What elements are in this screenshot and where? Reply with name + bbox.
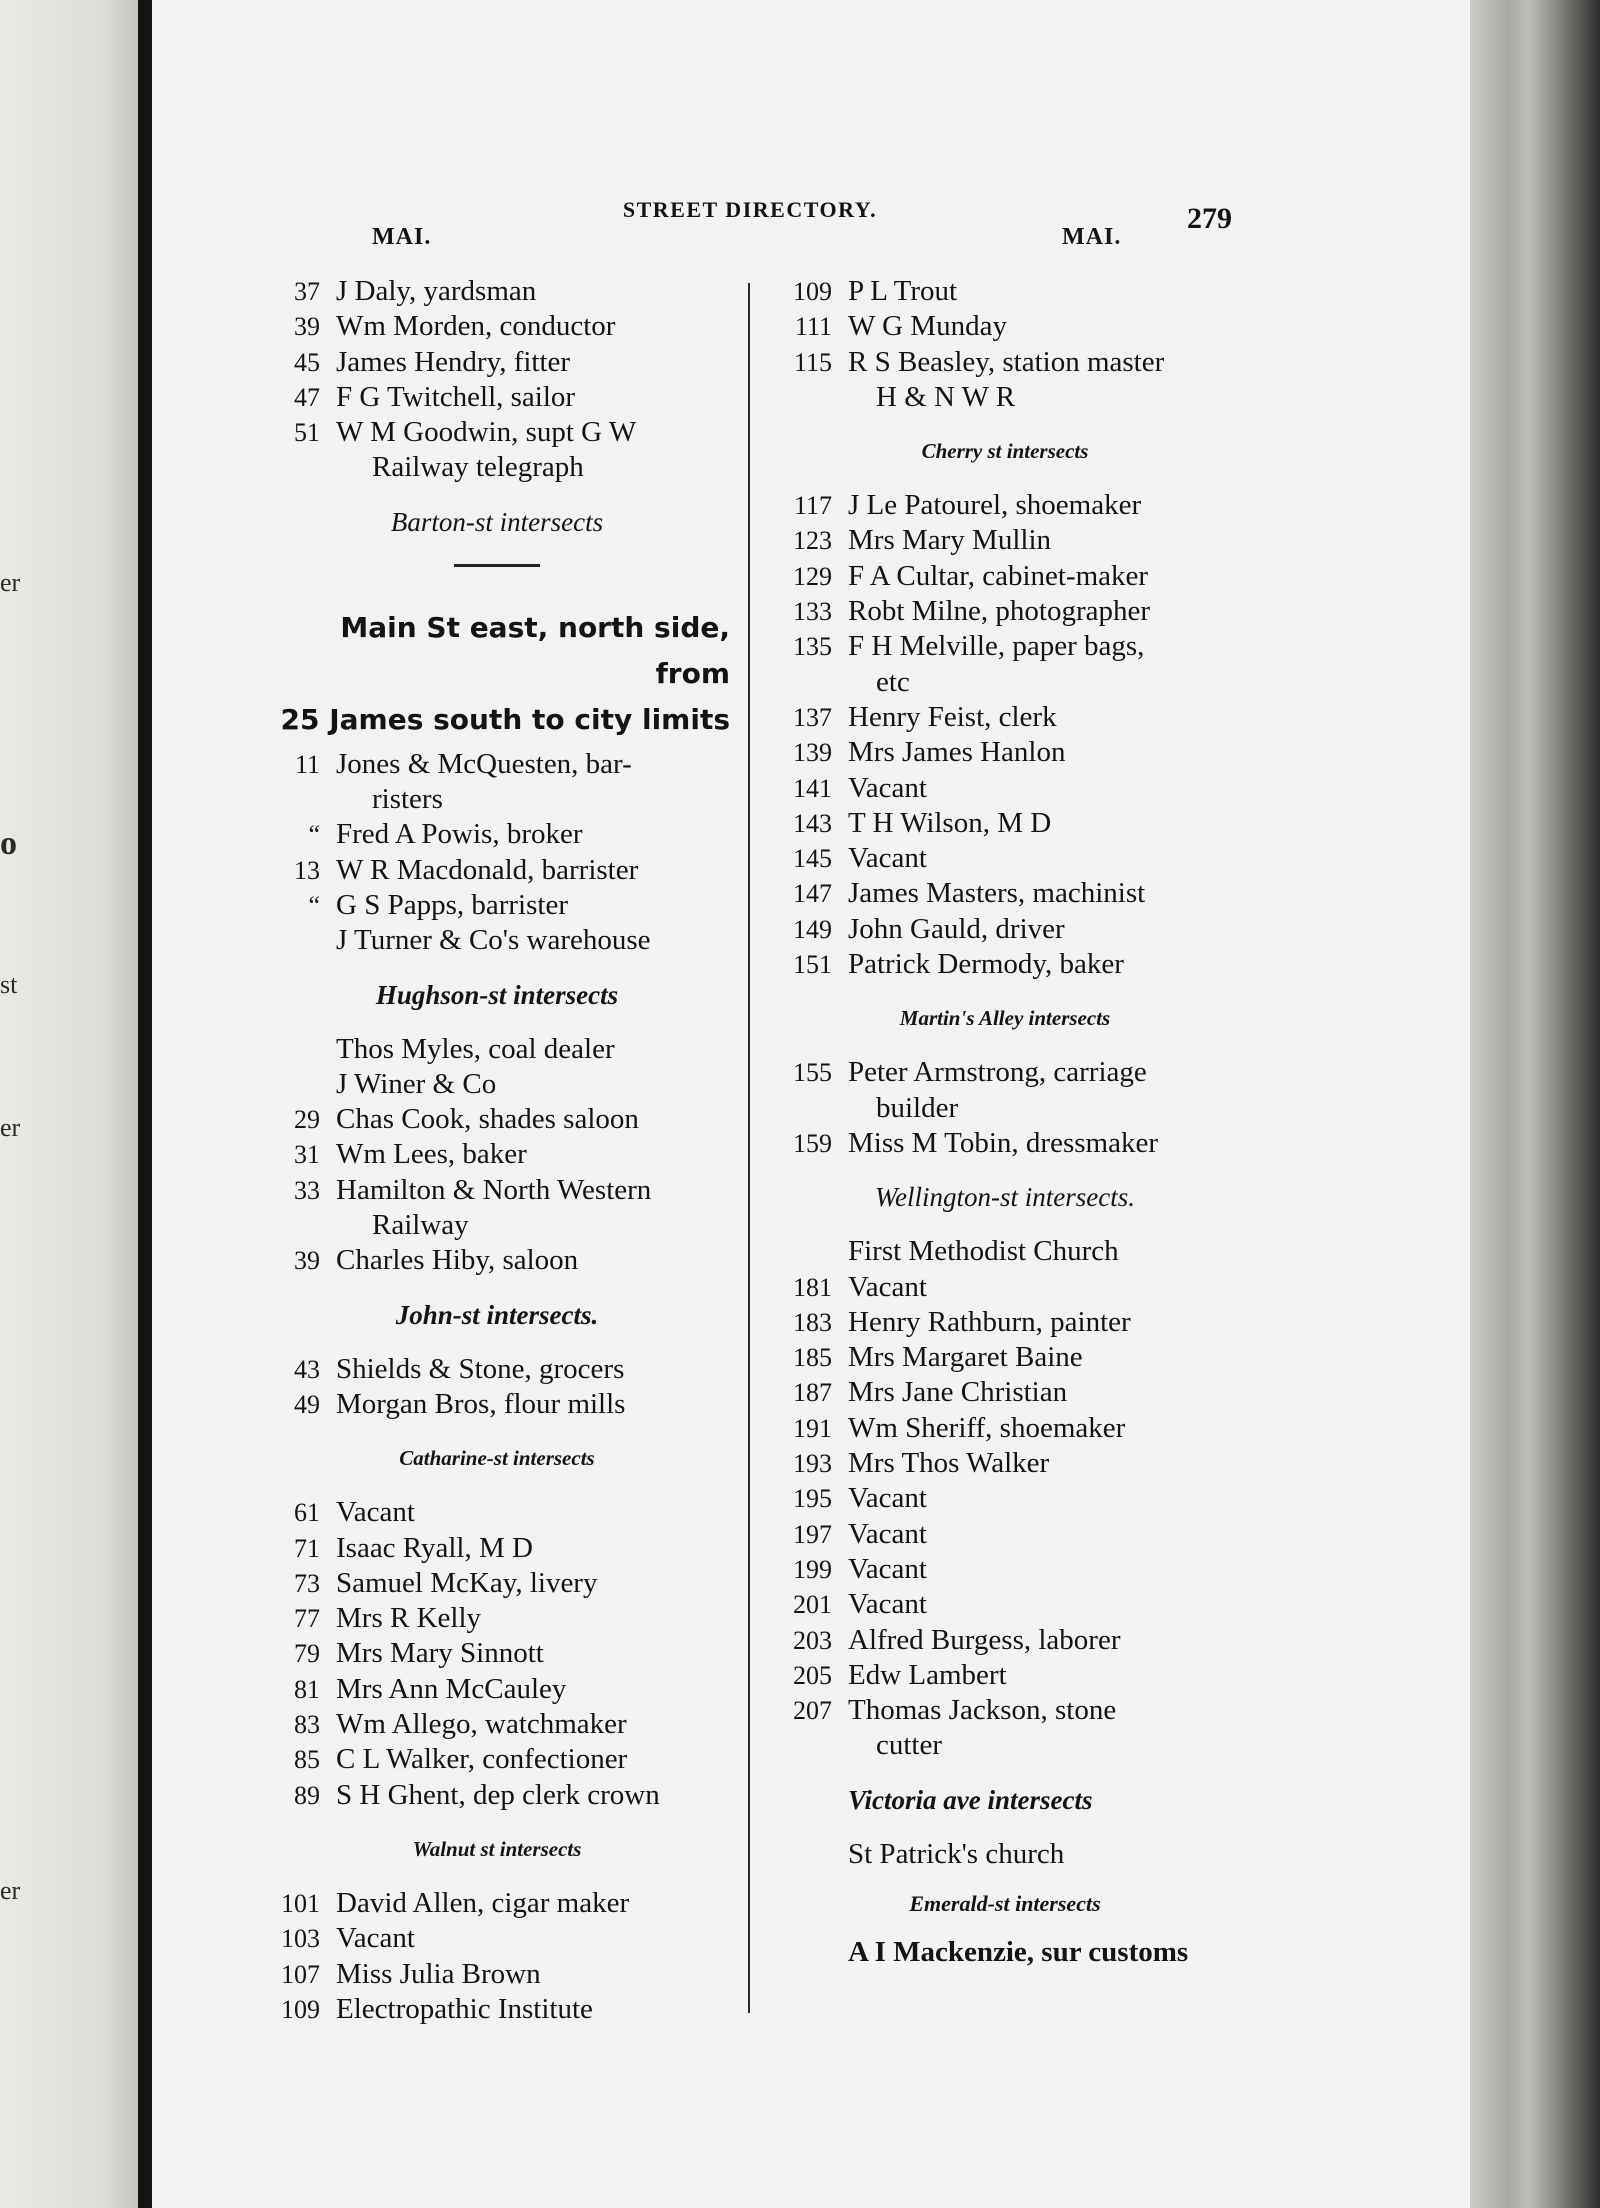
- house-number: 47: [294, 382, 320, 412]
- house-number: 115: [793, 347, 832, 377]
- book-binding: [138, 0, 152, 2208]
- house-number: 205: [793, 1660, 832, 1690]
- house-number: “: [308, 820, 320, 850]
- house-number: 45: [294, 347, 320, 377]
- entry-text: James Masters, machinist: [848, 877, 1146, 910]
- house-number: 37: [294, 277, 320, 306]
- directory-entry: [258, 1992, 736, 2027]
- house-number: 137: [793, 702, 832, 732]
- house-number: 151: [793, 950, 832, 980]
- directory-entry: [770, 771, 1240, 806]
- directory-entry: [258, 309, 736, 344]
- entry-text: Isaac Ryall, M D: [336, 1531, 533, 1564]
- house-number: 49: [294, 1389, 320, 1419]
- intersection-note: Victoria ave intersects: [848, 1784, 1093, 1815]
- directory-entry: [258, 1067, 736, 1102]
- directory-entry: [770, 345, 1240, 380]
- house-number: 39: [294, 312, 320, 342]
- entry-text: Henry Feist, clerk: [848, 700, 1057, 733]
- entry-text: Shields & Stone, grocers: [336, 1352, 625, 1385]
- listing-group: [770, 274, 1240, 415]
- directory-entry: [770, 1481, 1240, 1516]
- directory-entry: [770, 1340, 1240, 1375]
- house-number: 185: [793, 1343, 832, 1373]
- house-number: 149: [793, 914, 832, 944]
- directory-entry: [258, 1495, 736, 1530]
- intersection-note: John-st intersects.: [395, 1299, 599, 1330]
- entry-text: Mrs R Kelly: [336, 1602, 481, 1635]
- directory-entry: [770, 1446, 1240, 1481]
- house-number: 79: [294, 1639, 320, 1669]
- directory-entry: [770, 1587, 1240, 1622]
- listing-group: [770, 488, 1240, 982]
- entry-continuation: cutter: [876, 1729, 943, 1762]
- house-number: 143: [793, 808, 832, 838]
- entry-text: J Turner & Co's warehouse: [336, 924, 651, 957]
- entry-text: Mrs Mary Mullin: [848, 524, 1051, 557]
- header-right-abbrev: MAI.: [1062, 224, 1122, 250]
- directory-entry: [258, 1742, 736, 1777]
- house-number: 109: [793, 277, 832, 306]
- entry-text: Peter Armstrong, carriage: [848, 1056, 1147, 1089]
- entry-text: Alfred Burgess, laborer: [848, 1623, 1121, 1656]
- directory-entry: [770, 1375, 1240, 1410]
- house-number: 39: [294, 1246, 320, 1276]
- house-number: 77: [294, 1604, 320, 1634]
- entry-text: Wm Allego, watchmaker: [336, 1708, 627, 1741]
- house-number: 111: [794, 312, 832, 342]
- entry-text: S H Ghent, dep clerk crown: [336, 1778, 660, 1811]
- house-number: 31: [294, 1140, 320, 1170]
- house-number: 33: [294, 1175, 320, 1205]
- directory-entry: [770, 700, 1240, 735]
- entry-text: Morgan Bros, flour mills: [336, 1387, 626, 1420]
- directory-entry: [258, 274, 736, 309]
- house-number: 181: [793, 1272, 832, 1302]
- entry-text: David Allen, cigar maker: [336, 1886, 630, 1919]
- right-column: [770, 274, 1240, 1970]
- directory-entry: [258, 1566, 736, 1601]
- directory-entry: [258, 1173, 736, 1208]
- directory-entry: [770, 1055, 1240, 1090]
- house-number: 199: [793, 1554, 832, 1584]
- house-number: 85: [294, 1745, 320, 1775]
- directory-entry: [258, 1707, 736, 1742]
- directory-entry: [258, 817, 736, 852]
- directory-entry: [770, 594, 1240, 629]
- house-number: 123: [793, 526, 832, 556]
- house-number: 183: [793, 1307, 832, 1337]
- intersection-note: Hughson-st intersects: [375, 979, 619, 1010]
- intersection-note: Wellington-st intersects.: [875, 1182, 1135, 1213]
- entry-text: J Winer & Co: [336, 1067, 497, 1100]
- entry-text: Fred A Powis, broker: [336, 818, 583, 851]
- directory-entry: [258, 923, 736, 958]
- directory-entry: [258, 747, 736, 782]
- entry-text: Mrs Margaret Baine: [848, 1341, 1083, 1374]
- house-number: 29: [294, 1105, 320, 1135]
- entry-text: J Le Patourel, shoemaker: [848, 489, 1142, 522]
- house-number: 203: [793, 1625, 832, 1655]
- page-fragment-text: st: [0, 970, 18, 999]
- directory-entry: [770, 876, 1240, 911]
- house-number: 61: [294, 1498, 320, 1528]
- directory-entry: [770, 629, 1240, 664]
- entry-text: R S Beasley, station master: [848, 345, 1165, 378]
- entry-text: W R Macdonald, barrister: [336, 853, 639, 886]
- entry-text: C L Walker, confectioner: [336, 1743, 628, 1776]
- directory-entry: [258, 380, 736, 415]
- intersection-note: Catharine-st intersects: [399, 1446, 595, 1471]
- listing-group: [258, 747, 736, 959]
- directory-entry: [258, 1957, 736, 1992]
- directory-entry: [258, 1886, 736, 1921]
- house-number: 117: [793, 491, 832, 521]
- entry-text: James Hendry, fitter: [336, 345, 571, 378]
- directory-entry: [770, 1517, 1240, 1552]
- page-fragment-text: er: [0, 1876, 21, 1905]
- entry-text: F G Twitchell, sailor: [336, 380, 576, 413]
- directory-entry: [258, 1921, 736, 1956]
- entry-text: Vacant: [848, 1270, 927, 1303]
- directory-entry: [770, 735, 1240, 770]
- intersection-note: Emerald-st intersects: [909, 1890, 1101, 1916]
- entry-text: F H Melville, paper bags,: [848, 630, 1145, 663]
- entry-continuation: Railway telegraph: [372, 451, 584, 484]
- listing-group: [258, 1352, 736, 1423]
- directory-entry: [258, 1387, 736, 1422]
- house-number: 193: [793, 1449, 832, 1479]
- entry-text: Wm Sheriff, shoemaker: [848, 1411, 1126, 1444]
- entry-text: Vacant: [848, 842, 927, 875]
- house-number: 11: [294, 749, 320, 779]
- directory-entry: [258, 1137, 736, 1172]
- house-number: 83: [294, 1710, 320, 1740]
- running-header: STREET DIRECTORY.: [622, 197, 878, 222]
- entry-text: Electropathic Institute: [336, 1992, 593, 2025]
- entry-text: Chas Cook, shades saloon: [336, 1103, 639, 1136]
- header-left-abbrev: MAI.: [372, 224, 432, 250]
- page-fragment-text: o: [0, 825, 17, 862]
- directory-entry: [258, 1102, 736, 1137]
- entry-text: Wm Lees, baker: [336, 1138, 527, 1171]
- house-number: 155: [793, 1058, 832, 1088]
- directory-entry: A I Mackenzie, sur customs: [848, 1935, 1189, 1968]
- entry-text: Vacant: [848, 1517, 927, 1550]
- directory-entry: [258, 853, 736, 888]
- entry-text: Robt Milne, photographer: [848, 595, 1151, 628]
- entry-text: T H Wilson, M D: [848, 806, 1052, 839]
- directory-entry: [770, 1411, 1240, 1446]
- listing-group: [258, 1495, 736, 1813]
- entry-text: Hamilton & North Western: [336, 1173, 652, 1206]
- house-number: 135: [793, 632, 832, 662]
- house-number: 201: [793, 1590, 832, 1620]
- directory-entry: St Patrick's church: [848, 1837, 1065, 1870]
- entry-text: Henry Rathburn, painter: [848, 1305, 1131, 1338]
- entry-text: Mrs Mary Sinnott: [336, 1637, 544, 1670]
- left-column: [258, 274, 736, 2027]
- entry-text: Thomas Jackson, stone: [848, 1694, 1117, 1727]
- entry-text: Mrs Jane Christian: [848, 1376, 1068, 1409]
- house-number: 141: [793, 773, 832, 803]
- entry-text: Samuel McKay, livery: [336, 1566, 598, 1599]
- listing-group: [258, 1886, 736, 2027]
- directory-entry: [258, 1778, 736, 1813]
- entry-text: P L Trout: [848, 275, 958, 307]
- entry-text: Vacant: [848, 1588, 927, 1621]
- entry-text: Charles Hiby, saloon: [336, 1244, 579, 1277]
- previous-page-edge: [0, 0, 150, 2208]
- house-number: 159: [793, 1128, 832, 1158]
- house-number: 139: [793, 738, 832, 768]
- entry-text: J Daly, yardsman: [336, 275, 537, 307]
- directory-entry: [770, 1126, 1240, 1161]
- directory-entry: [258, 345, 736, 380]
- directory-entry: [770, 1693, 1240, 1728]
- directory-entry: [258, 415, 736, 450]
- page-fragment-text: er: [0, 1113, 21, 1142]
- entry-text: Vacant: [848, 771, 927, 804]
- entry-text: Mrs James Hanlon: [848, 736, 1066, 769]
- directory-entry: [770, 947, 1240, 982]
- house-number: 71: [294, 1533, 320, 1563]
- directory-entry: [258, 1636, 736, 1671]
- directory-entry: [770, 274, 1240, 309]
- section-heading-line: Main St east, north side, from: [340, 610, 730, 690]
- house-number: 107: [281, 1959, 320, 1989]
- directory-entry: [258, 1032, 736, 1067]
- entry-text: Thos Myles, coal dealer: [336, 1032, 615, 1065]
- directory-entry: [258, 1601, 736, 1636]
- house-number: 145: [793, 844, 832, 874]
- listing-group: [258, 274, 736, 486]
- house-number: 89: [294, 1780, 320, 1810]
- entry-text: Vacant: [848, 1482, 927, 1515]
- entry-text: First Methodist Church: [848, 1235, 1119, 1268]
- page-number: 279: [1187, 202, 1232, 235]
- entry-text: Vacant: [336, 1496, 415, 1529]
- house-number: 73: [294, 1568, 320, 1598]
- page-edges: [1470, 0, 1600, 2208]
- house-number: 187: [793, 1378, 832, 1408]
- directory-entry: [258, 1352, 736, 1387]
- entry-text: Vacant: [848, 1552, 927, 1585]
- house-number: 13: [294, 855, 320, 885]
- directory-entry: [770, 806, 1240, 841]
- house-number: 81: [294, 1674, 320, 1704]
- entry-text: Mrs Thos Walker: [848, 1447, 1050, 1480]
- house-number: 133: [793, 597, 832, 627]
- entry-text: F A Cultar, cabinet-maker: [848, 559, 1149, 592]
- entry-continuation: builder: [876, 1091, 959, 1124]
- page-fragment-text: er: [0, 568, 21, 597]
- directory-entry: [258, 1243, 736, 1278]
- directory-entry: [770, 309, 1240, 344]
- directory-entry: [770, 1552, 1240, 1587]
- entry-text: Wm Morden, conductor: [336, 310, 616, 343]
- section-heading: [258, 605, 736, 743]
- entry-text: G S Papps, barrister: [336, 888, 568, 921]
- house-number: 103: [281, 1924, 320, 1954]
- house-number: 197: [793, 1519, 832, 1549]
- house-number: 43: [294, 1354, 320, 1384]
- directory-entry: [258, 888, 736, 923]
- directory-entry: [770, 1305, 1240, 1340]
- entry-text: Patrick Dermody, baker: [848, 948, 1124, 981]
- house-number: 147: [793, 879, 832, 909]
- directory-entry: [258, 1531, 736, 1566]
- house-number: 195: [793, 1484, 832, 1514]
- section-heading-line: [258, 697, 730, 743]
- entry-text: W G Munday: [848, 310, 1007, 343]
- listing-group: [258, 1032, 736, 1279]
- listing-group: [770, 1055, 1240, 1161]
- intersection-note: Walnut st intersects: [412, 1836, 582, 1861]
- directory-entry: [770, 1234, 1240, 1269]
- entry-continuation: risters: [372, 783, 443, 816]
- house-number: 129: [793, 561, 832, 591]
- entry-continuation: H & N W R: [876, 380, 1016, 413]
- house-number: 101: [281, 1888, 320, 1918]
- column-divider: [748, 283, 750, 2013]
- entry-continuation: etc: [876, 665, 910, 698]
- entry-text: W M Goodwin, supt G W: [336, 416, 637, 449]
- entry-text: Jones & McQuesten, bar-: [336, 747, 632, 780]
- section-rule: [454, 564, 540, 567]
- house-number: 207: [793, 1696, 832, 1726]
- entry-text: Miss Julia Brown: [336, 1957, 541, 1990]
- listing-group: [770, 1234, 1240, 1763]
- directory-entry: [770, 523, 1240, 558]
- directory-entry: [258, 1672, 736, 1707]
- entry-text: Mrs Ann McCauley: [336, 1672, 567, 1705]
- intersection-note: Cherry st intersects: [921, 439, 1089, 464]
- intersection-note: Barton-st intersects: [390, 506, 604, 537]
- directory-entry: [770, 559, 1240, 594]
- section-heading-text: James south to city limits: [329, 702, 730, 736]
- house-number: 51: [294, 418, 320, 448]
- entry-text: Vacant: [336, 1922, 415, 1955]
- entry-continuation: Railway: [372, 1209, 469, 1242]
- house-number: 191: [793, 1413, 832, 1443]
- directory-entry: [770, 1658, 1240, 1693]
- entry-text: John Gauld, driver: [848, 912, 1065, 945]
- directory-entry: [770, 1270, 1240, 1305]
- house-number: 109: [281, 1994, 320, 2024]
- directory-entry: [770, 1623, 1240, 1658]
- entry-text: Edw Lambert: [848, 1658, 1007, 1691]
- intersection-note: Martin's Alley intersects: [899, 1006, 1111, 1031]
- section-heading-number: 25: [280, 702, 320, 736]
- directory-entry: [770, 841, 1240, 876]
- entry-text: Miss M Tobin, dressmaker: [848, 1126, 1158, 1159]
- directory-entry: [770, 488, 1240, 523]
- house-number: “: [308, 890, 320, 920]
- directory-entry: [770, 912, 1240, 947]
